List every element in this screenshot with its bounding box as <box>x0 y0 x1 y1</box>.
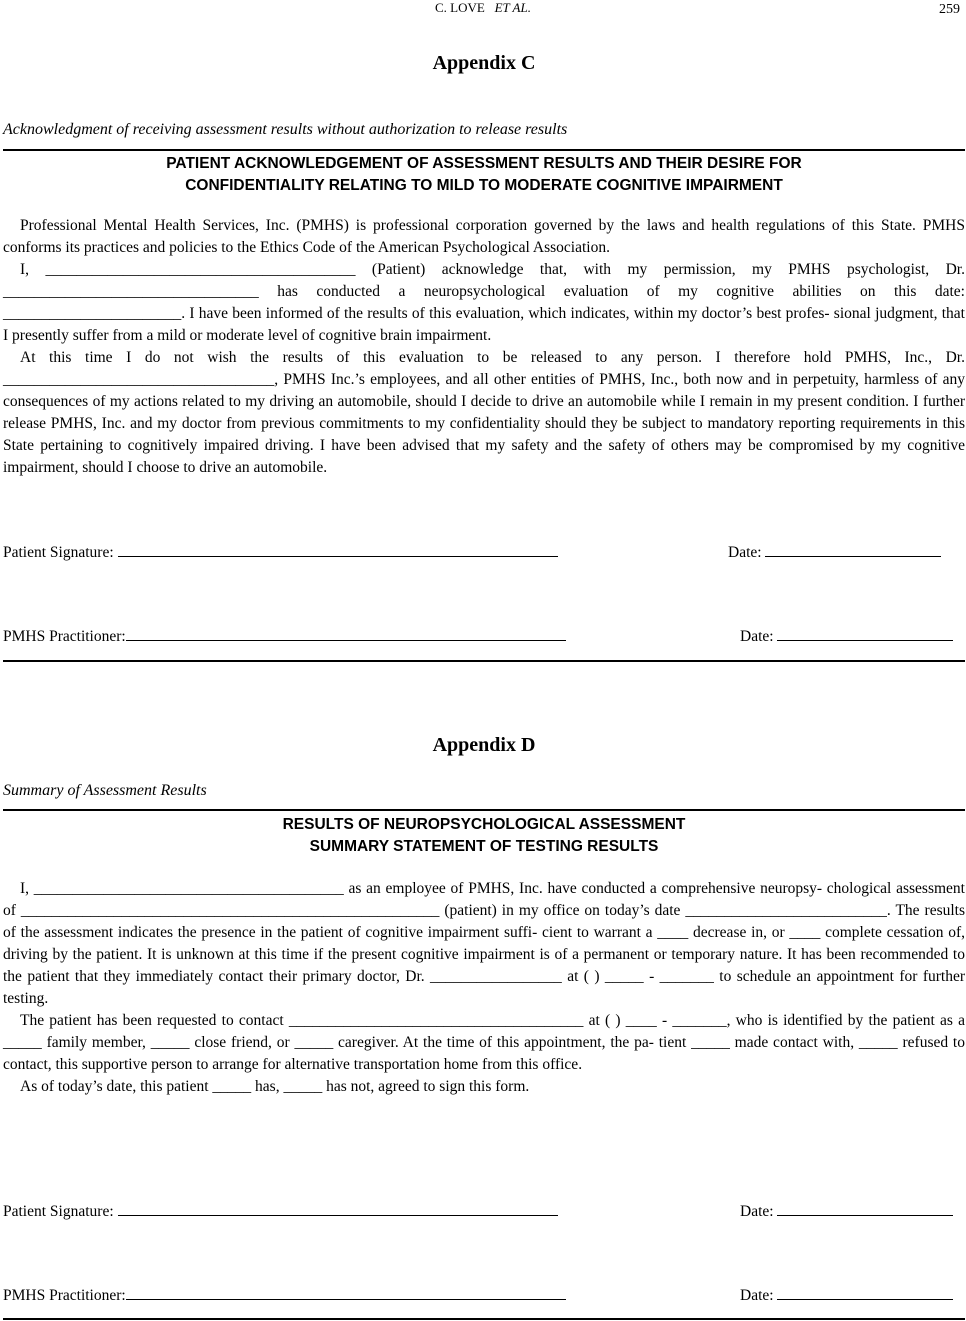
appendix-c-paragraph-2: I, ________________________________________ (Patient) acknowledge that, with my permission, my PMHS psychologist, Dr. _________________________________ has conducted a neuropsychological evaluation of my cognitive abilities on this date: _______________________. I have been informed of the results of this evaluation, which indicates, within my doctor’s best profes- sional judgment, that I presently suffer from a mild or moderate level of cognitive brain impairment. <box>3 261 965 344</box>
appendix-d-top-rule <box>3 809 965 811</box>
et-al: ET AL. <box>494 0 531 15</box>
date-label: Date: <box>740 1287 774 1304</box>
appendix-d-heading-line2: SUMMARY STATEMENT OF TESTING RESULTS <box>309 838 659 855</box>
appendix-d-title: Appendix D <box>432 734 536 756</box>
practitioner-date-field[interactable] <box>777 1284 953 1300</box>
patient-date-line <box>728 541 941 562</box>
appendix-d-heading <box>3 814 965 858</box>
patient-date-field[interactable] <box>765 541 941 557</box>
running-head <box>0 0 966 22</box>
appendix-c-body <box>3 215 965 479</box>
appendix-c-bottom-rule <box>3 660 965 662</box>
practitioner-date-line <box>740 625 953 646</box>
appendix-d-body <box>3 878 965 1098</box>
appendix-d-paragraph-3: As of today’s date, this patient _____ has, _____ has not, agreed to sign this form. <box>20 1078 530 1095</box>
practitioner-label: PMHS Practitioner: <box>3 1287 126 1304</box>
patient-signature-label: Patient Signature: <box>3 544 114 561</box>
practitioner-date-line <box>740 1284 953 1305</box>
author-name: C. LOVE <box>435 0 485 15</box>
appendix-d-bottom-rule <box>3 1318 965 1320</box>
date-label: Date: <box>740 628 774 645</box>
appendix-d-heading-line1: RESULTS OF NEUROPSYCHOLOGICAL ASSESSMENT <box>282 816 686 833</box>
patient-signature-field[interactable] <box>118 541 558 557</box>
practitioner-line <box>3 625 566 646</box>
practitioner-signature-field[interactable] <box>126 625 566 641</box>
date-label: Date: <box>728 544 762 561</box>
appendix-d-paragraph-2: The patient has been requested to contact ______________________________________ at ( ) ____ - _______, who is identified by the patient as a _____ family member, _____ close friend, or _____ caregiver. At the time of this appointment, the pa- tient _____ made contact with, _____ refused to contact, this supportive person to arrange for alternative transportation home from this office. <box>3 1012 965 1073</box>
appendix-c-heading <box>3 153 965 197</box>
practitioner-line <box>3 1284 566 1305</box>
appendix-c-title: Appendix C <box>432 52 536 74</box>
appendix-c-paragraph-1: Professional Mental Health Services, Inc. (PMHS) is professional corporation governed by the laws and health regulations of this State. PMHS conforms its practices and policies to the Ethics Code of the American Psychological Association. <box>3 217 965 256</box>
appendix-c-subtitle: Acknowledgment of receiving assessment results without authorization to release results <box>3 121 568 138</box>
patient-date-field[interactable] <box>777 1200 953 1216</box>
appendix-c-paragraph-3: At this time I do not wish the results of this evaluation to be released to any person. I therefore hold PMHS, Inc., Dr. ___________________________________, PMHS Inc.’s employees, and all other entities of PMHS, Inc., both now and in perpetuity, harmless of any consequences of my actions related to my driving an automobile, should I decide to drive an automobile while I remain in my present condition. I further release PMHS, Inc. and my doctor from previous commitments to my confidentiality should they be subject to mandatory reporting requirements in this State pertaining to cognitively impaired driving. I have been advised that my safety and the safety of others may be compromised by my cognitive impairment, should I choose to drive an automobile. <box>3 349 965 476</box>
practitioner-label: PMHS Practitioner: <box>3 628 126 645</box>
appendix-d-paragraph-1: I, ________________________________________ as an employee of PMHS, Inc. have conducted a comprehensive neuropsy- chological assessment of ______________________________________________________ (patient) in my office on today’s date __________________________. The results of the assessment indicates the presence in the patient of cognitive impairment suffi- cient to warrant a ____ decrease in, or ____ complete cessation of, driving by the patient. It is unknown at this time if the present cognitive impairment is of a permanent or temporary nature. It has been recommended to the patient that they immediately contact their primary doctor, Dr. _________________ at ( ) _____ - _______ to schedule an appointment for further testing. <box>3 880 965 1007</box>
appendix-c-top-rule <box>3 149 965 151</box>
appendix-c-heading-line2: CONFIDENTIALITY RELATING TO MILD TO MODERATE COGNITIVE IMPAIRMENT <box>185 177 783 194</box>
practitioner-date-field[interactable] <box>777 625 953 641</box>
date-label: Date: <box>740 1203 774 1220</box>
patient-signature-line <box>3 1200 558 1221</box>
page-number: 259 <box>939 2 960 17</box>
patient-signature-field[interactable] <box>118 1200 558 1216</box>
running-head-author <box>0 0 966 16</box>
appendix-c-heading-line1: PATIENT ACKNOWLEDGEMENT OF ASSESSMENT RESULTS AND THEIR DESIRE FOR <box>166 155 802 172</box>
patient-date-line <box>740 1200 953 1221</box>
patient-signature-line <box>3 541 558 562</box>
practitioner-signature-field[interactable] <box>126 1284 566 1300</box>
appendix-d-subtitle: Summary of Assessment Results <box>3 782 207 799</box>
patient-signature-label: Patient Signature: <box>3 1203 114 1220</box>
